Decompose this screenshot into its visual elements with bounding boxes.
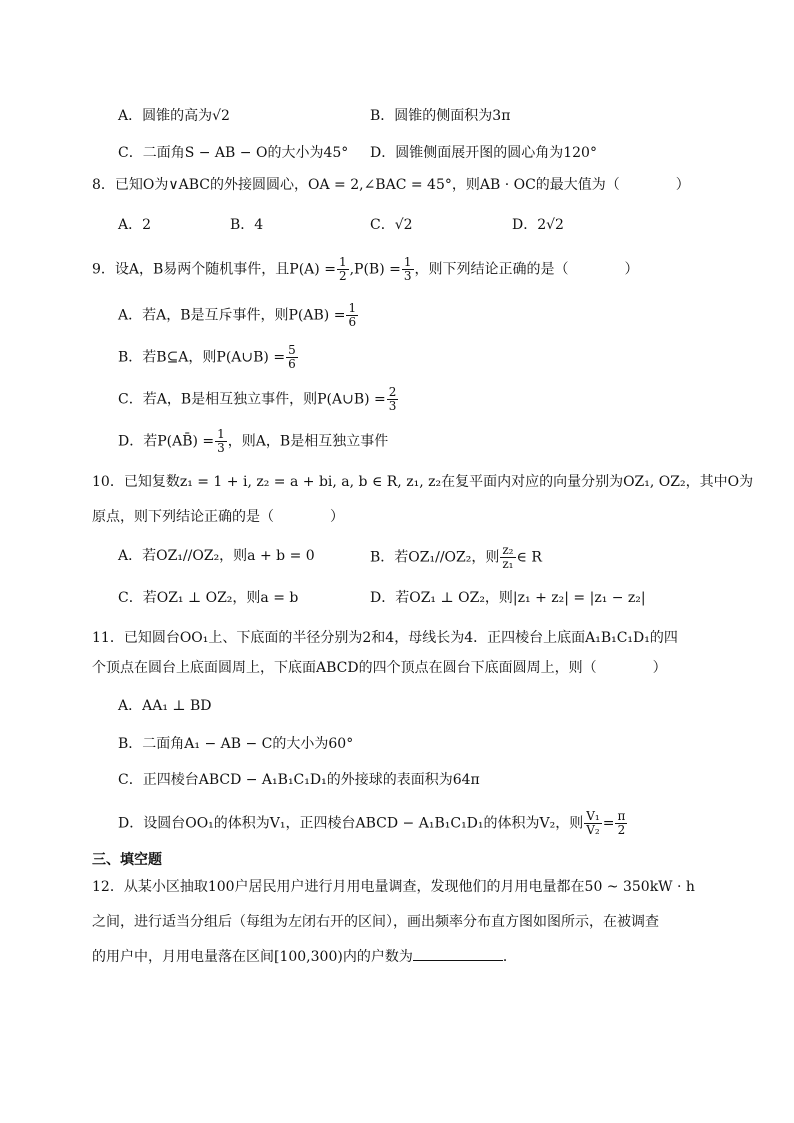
q11-option-d-fraction-right [615, 810, 627, 837]
numerator: 1 [338, 255, 347, 269]
answer-blank[interactable] [413, 946, 503, 961]
q12-line1: 12．从某小区抽取100户居民用户进行月用电量调查，发现他们的月用电量都在50 ~ 350kW · h [92, 879, 695, 895]
q7-option-d: D．圆锥侧面展开图的圆心角为120° [370, 145, 597, 161]
q11-option-d-text: D．设圆台OO₁的体积为V₁，正四棱台ABCD − A₁B₁C₁D₁的体积为V₂，则 [118, 815, 584, 832]
q10-stem-line1: 10．已知复数z₁ = 1 + i, z₂ = a + bi, a, b ∈ R, z₁, z₂在复平面内对应的向量分别为OZ₁, OZ₂，其中O为 [92, 474, 754, 490]
q9-option-d-tail: ，则A，B是相互独立事件 [227, 433, 389, 450]
numerator: 5 [288, 343, 296, 357]
denominator: 6 [348, 315, 357, 329]
q9-option-c [118, 386, 399, 413]
q8-stem: 8．已知O为∨ABC的外接圆圆心，OA = 2,∠BAC = 45°，则AB · OC的最大值为（ ） [92, 177, 690, 193]
q9-option-d [118, 428, 388, 455]
q11-stem-line1: 11．已知圆台OO₁上、下底面的半径分别为2和4，母线长为4．正四棱台上底面A₁B₁C₁D₁的四 [92, 630, 678, 646]
q7-option-c: C．二面角S − AB − O的大小为45° [118, 145, 349, 161]
q9-option-a [118, 302, 359, 329]
q12-line3-text: 的用户中，月用电量落在区间[100,300)内的户数为 [92, 949, 413, 965]
q9-option-a-text: A．若A，B是互斥事件，则P(AB) = [118, 307, 346, 324]
q11-option-d-equals: = [602, 815, 615, 832]
numerator: 2 [388, 385, 397, 399]
denominator: 6 [288, 357, 296, 371]
q9-fraction-pb [402, 256, 414, 283]
q12-line3 [92, 946, 517, 967]
q9-stem-part3: ，则下列结论正确的是（ ） [414, 261, 639, 278]
q10-option-b-fraction [500, 544, 515, 571]
q12-line3-end: ． [502, 949, 517, 965]
denominator: 3 [403, 269, 412, 283]
q12-line2: 之间，进行适当分组后（每组为左闭右开的区间），画出频率分布直方图如图所示，在被调查 [92, 914, 659, 930]
q10-option-b [370, 544, 542, 571]
q9-stem-part1: 9．设A，B易两个随机事件，且P(A) = [92, 261, 336, 278]
q9-option-a-fraction [346, 302, 358, 329]
q9-option-b-fraction [286, 344, 298, 371]
numerator: π [617, 809, 626, 823]
q9-stem [92, 256, 639, 283]
q11-option-c: C．正四棱台ABCD − A₁B₁C₁D₁的外接球的表面积为64π [118, 772, 480, 788]
q10-option-d: D．若OZ₁ ⊥ OZ₂，则|z₁ + z₂| = |z₁ − z₂| [370, 590, 646, 606]
q9-option-d-fraction [215, 428, 227, 455]
q8-option-a: A．2 [118, 217, 152, 233]
denominator: 3 [388, 399, 397, 413]
q8-option-d: D．2√2 [512, 217, 564, 233]
q10-option-a: A．若OZ₁//OZ₂，则a + b = 0 [118, 548, 315, 564]
numerator: 1 [348, 301, 357, 315]
q9-option-d-text: D．若P(AB̄) = [118, 433, 215, 450]
q11-option-a: A．AA₁ ⊥ BD [118, 698, 212, 714]
numerator: 1 [217, 427, 225, 441]
denominator: 2 [338, 269, 347, 283]
q9-option-b [118, 344, 299, 371]
q11-stem-line2: 个顶点在圆台上底面圆周上，下底面ABCD的四个顶点在圆台下底面圆周上，则（ ） [92, 660, 667, 676]
q9-option-c-text: C．若A，B是相互独立事件，则P(A∪B) = [118, 391, 386, 408]
denominator: 3 [217, 441, 225, 455]
denominator: z₁ [502, 557, 514, 571]
q8-option-c: C．√2 [370, 217, 413, 233]
q9-stem-part2: ,P(B) = [349, 261, 401, 278]
q11-option-b: B．二面角A₁ − AB − C的大小为60° [118, 736, 354, 752]
numerator: V₁ [586, 809, 600, 823]
denominator: V₂ [586, 823, 600, 837]
denominator: 2 [617, 823, 626, 837]
numerator: 1 [403, 255, 412, 269]
q7-option-b: B．圆锥的侧面积为3π [370, 108, 511, 124]
section-heading-fill-in-blank: 三、填空题 [92, 852, 162, 868]
q9-option-b-text: B．若B⊆A，则P(A∪B) = [118, 349, 286, 366]
q10-option-c: C．若OZ₁ ⊥ OZ₂，则a = b [118, 590, 299, 606]
q10-option-b-text: B．若OZ₁//OZ₂，则 [370, 549, 500, 566]
q10-stem-line2: 原点，则下列结论正确的是（ ） [92, 509, 344, 525]
q11-option-d [118, 810, 628, 837]
q8-option-b: B．4 [230, 217, 264, 233]
q9-fraction-pa [337, 256, 349, 283]
numerator: z₂ [502, 543, 514, 557]
q10-option-b-tail: ∈ R [516, 549, 542, 566]
q9-option-c-fraction [387, 386, 399, 413]
q7-option-a: A．圆锥的高为√2 [118, 108, 230, 124]
q11-option-d-fraction-left [584, 810, 601, 837]
